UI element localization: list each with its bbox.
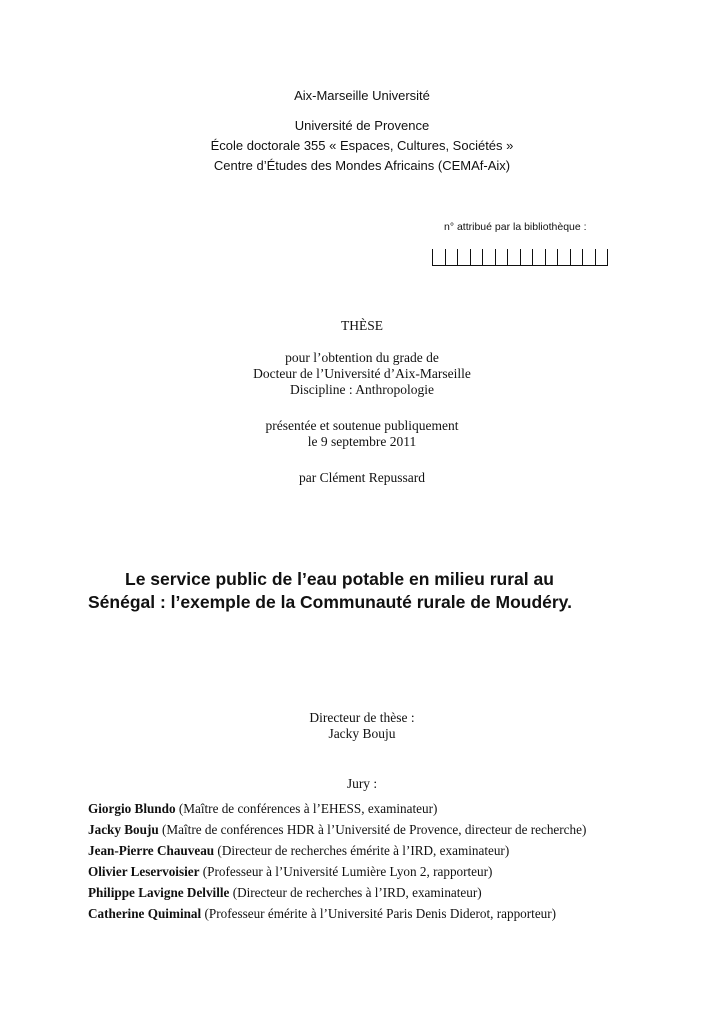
jury-member-role: (Maître de conférences HDR à l’Université de Provence, directeur de recherche)	[158, 822, 587, 837]
jury-member-role: (Professeur à l’Université Lumière Lyon 2, rapporteur)	[199, 864, 493, 879]
research-center: Centre d’Études des Mondes Africains (CEMAf-Aix)	[213, 158, 511, 173]
director-label: Directeur de thèse :	[309, 710, 415, 725]
jury-label: Jury :	[346, 776, 378, 791]
library-number-box	[470, 249, 483, 266]
library-number-boxes	[432, 249, 608, 265]
library-number-box	[432, 249, 445, 266]
jury-member	[88, 798, 718, 819]
library-number-box	[495, 249, 508, 266]
library-number-box	[532, 249, 545, 266]
library-number-box	[595, 249, 609, 266]
thesis-title-line: Sénégal : l’exemple de la Communauté rurale de Moudéry.	[88, 592, 572, 612]
thesis-type: THÈSE	[341, 318, 383, 333]
university-name: Aix-Marseille Université	[294, 88, 430, 103]
library-number-box	[582, 249, 595, 266]
library-number-label: n° attribué par la bibliothèque :	[444, 221, 587, 233]
library-number-box	[520, 249, 533, 266]
jury-member-name: Jean-Pierre Chauveau	[88, 843, 215, 858]
degree-line: pour l’obtention du grade de	[285, 350, 439, 365]
library-number-box	[507, 249, 520, 266]
jury-member-role: (Directeur de recherches à l’IRD, examinateur)	[229, 885, 482, 900]
library-number-box	[482, 249, 495, 266]
jury-member-name: Philippe Lavigne Delville	[88, 885, 230, 900]
jury-member-name: Giorgio Blundo	[88, 801, 176, 816]
jury-member	[88, 819, 718, 840]
jury-list	[88, 798, 718, 924]
defense-date: le 9 septembre 2011	[307, 434, 417, 449]
library-number-box	[570, 249, 583, 266]
library-number-box	[557, 249, 570, 266]
doctoral-school: École doctorale 355 « Espaces, Cultures, Sociétés »	[210, 138, 514, 153]
degree-line: Docteur de l’Université d’Aix-Marseille	[253, 366, 471, 381]
jury-member	[88, 882, 718, 903]
thesis-title-line: Le service public de l’eau potable en milieu rural au	[125, 569, 554, 589]
defense-line: présentée et soutenue publiquement	[265, 418, 459, 433]
jury-member-role: (Maître de conférences à l’EHESS, examinateur)	[175, 801, 438, 816]
jury-member-role: (Professeur émérite à l’Université Paris Denis Diderot, rapporteur)	[201, 906, 557, 921]
jury-member-role: (Directeur de recherches émérite à l’IRD, examinateur)	[214, 843, 510, 858]
library-number-box	[545, 249, 558, 266]
discipline-line: Discipline : Anthropologie	[290, 382, 434, 397]
jury-member	[88, 903, 718, 924]
jury-member-name: Catherine Quiminal	[88, 906, 202, 921]
jury-member	[88, 861, 718, 882]
jury-member	[88, 840, 718, 861]
jury-member-name: Olivier Leservoisier	[88, 864, 200, 879]
library-number-box	[445, 249, 458, 266]
director-name: Jacky Bouju	[328, 726, 396, 741]
university-subname: Université de Provence	[294, 118, 430, 133]
jury-member-name: Jacky Bouju	[88, 822, 159, 837]
author-line: par Clément Repussard	[299, 470, 425, 485]
thesis-title	[88, 568, 648, 614]
library-number-box	[457, 249, 470, 266]
